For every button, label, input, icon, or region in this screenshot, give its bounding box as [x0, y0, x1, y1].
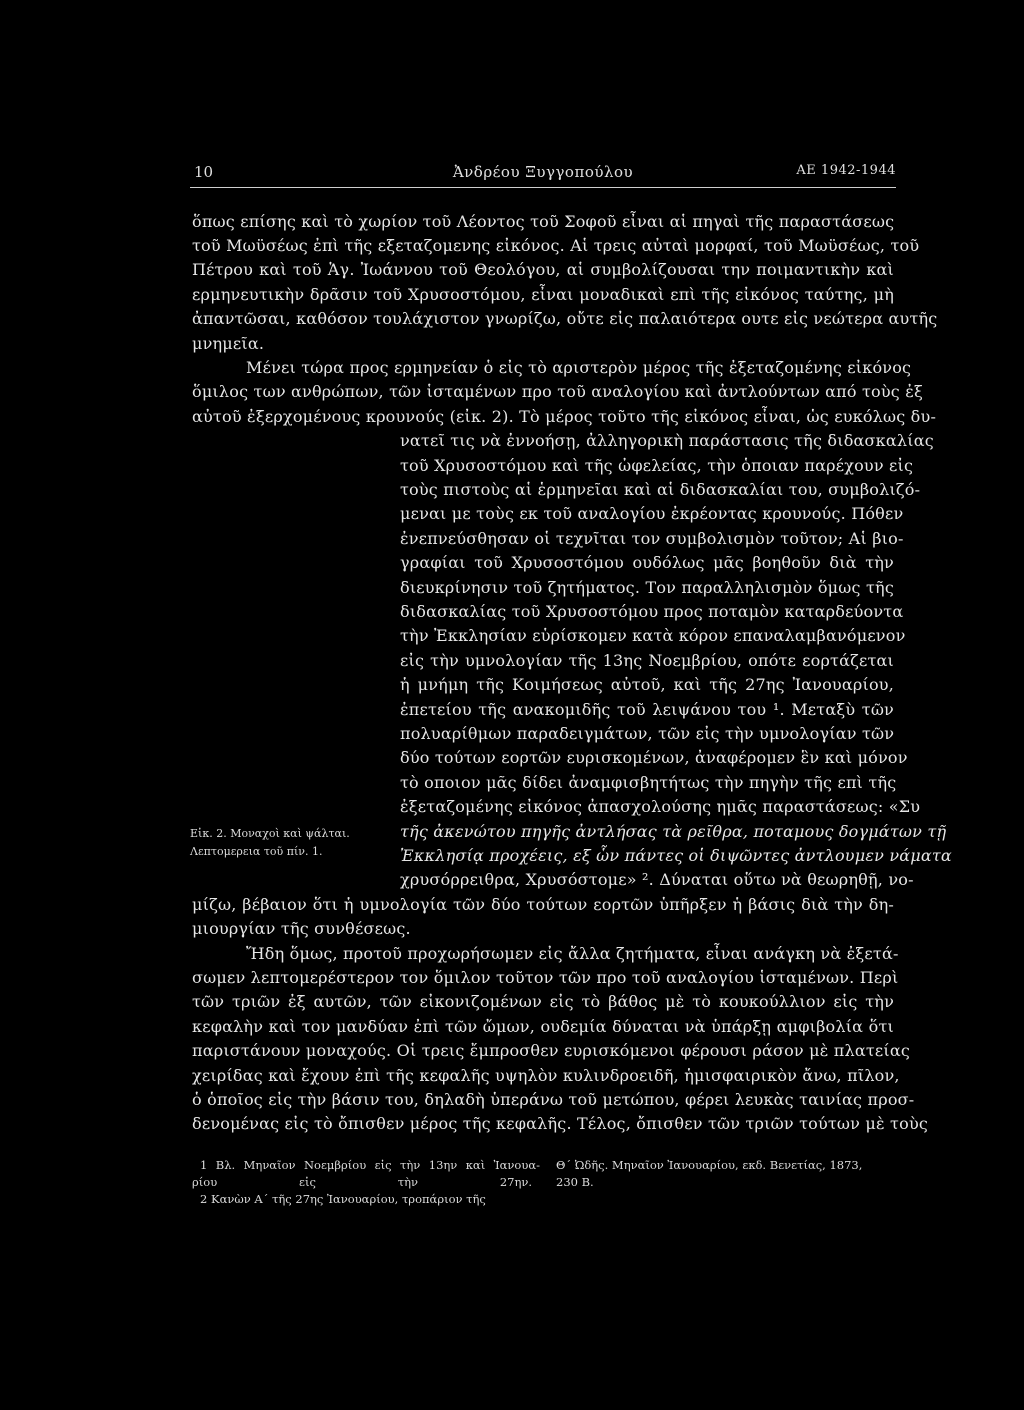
figure-caption-line: Εἰκ. 2. Μοναχοὶ καὶ ψάλται.	[190, 827, 350, 840]
text-line: τὸ οποιον μᾶς δίδει ἀναμφισβητήτως τὴν πηγὴν τῆς επὶ τῆς	[400, 773, 897, 792]
text-line: κεφαλὴν καὶ τον μανδύαν ἐπὶ τῶν ὤμων, ουδεμία δύναται νὰ ὑπάρξῃ αμφιβολία ὅτι	[192, 1017, 894, 1036]
text-line: δύο τούτων εορτῶν ευρισκομένων, ἀναφέρομεν ἓν καὶ μόνον	[400, 748, 908, 767]
footnote-line: Θ΄ Ὠδῆς. Μηναῖον Ἰανουαρίου, εκδ. Βενετίας, 1873,	[556, 1158, 863, 1172]
text-line: τοῦ Χρυσοστόμου καὶ τῆς ὠφελείας, τὴν ὁποιαν παρέχουν εἰς	[400, 456, 914, 475]
text-line: ἐπετείου τῆς ανακομιδῆς τοῦ λειψάνου του ¹. Μεταξὺ τῶν	[400, 700, 894, 719]
footnote-line: 1 Βλ. Μηναῖον Νοεμβρίου εἰς τὴν 13ην καὶ Ἰανουα-	[200, 1158, 540, 1172]
text-line: γραφίαι τοῦ Χρυσοστόμου ουδόλως μᾶς βοηθοῦν διὰ τὴν	[400, 553, 894, 572]
text-line: ὁ ὁποῖος εἰς τὴν βάσιν του, δηλαδὴ ὑπεράνω τοῦ μετώπου, φέρει λευκὰς ταινίας προσ-	[192, 1090, 915, 1109]
text-line: χειρίδας καὶ ἔχουν ἐπὶ τῆς κεφαλῆς υψηλὸν κυλινδροειδῆ, ἡμισφαιρικὸν ἄνω, πῖλον,	[192, 1066, 900, 1085]
text-line: δενομένας εἰς τὸ ὄπισθεν μέρος τῆς κεφαλῆς. Τέλος, ὄπισθεν τῶν τριῶν τούτων μὲ τοὺς	[192, 1114, 929, 1133]
text-line: τὴν Ἐκκλησίαν εὑρίσκομεν κατὰ κόρον επαναλαμβανόμενον	[400, 626, 906, 645]
page-number: 10	[194, 163, 214, 181]
text-line: ἡ μνήμη τῆς Κοιμήσεως αὐτοῦ, καὶ τῆς 27ης Ἰανουαρίου,	[400, 675, 894, 694]
footnote-line: ρίου εἰς τὴν 27ην.	[192, 1175, 532, 1189]
text-line: ὅμιλος των ανθρώπων, τῶν ἱσταμένων προ τοῦ αναλογίου καὶ ἀντλούντων από τοὺς ἐξ	[192, 382, 924, 401]
text-line: μεναι με τοὺς εκ τοῦ αναλογίου ἐκρέοντας κρουνούς. Πόθεν	[400, 504, 904, 523]
text-line: ἀπαντῶσαι, καθόσον τουλάχιστον γνωρίζω, οὔτε εἰς παλαιότερα ουτε εἰς νεώτερα αυτῆς	[192, 309, 938, 328]
text-line: τοῦ Μωϋσέως ἐπὶ τῆς εξεταζομενης εἰκόνος. Αἱ τρεις αὐταὶ μορφαί, τοῦ Μωϋσέως, τοῦ	[192, 236, 920, 255]
text-line: πολυαρίθμων παραδειγμάτων, τῶν εἰς τὴν υμνολογίαν τῶν	[400, 724, 895, 743]
text-line: ἐνεπνεύσθησαν οἱ τεχνῖται τον συμβολισμὸν τοῦτον; Αἱ βιο-	[400, 529, 904, 548]
text-line: αὐτοῦ ἐξερχομένους κρουνούς (εἰκ. 2). Τὸ μέρος τοῦτο τῆς εἰκόνος εἶναι, ὡς ευκόλως δυ-	[192, 407, 937, 426]
text-line: ἐξεταζομένης εἰκόνος ἀπασχολούσης ημᾶς παραστάσεως: «Συ	[400, 797, 921, 816]
footnote-line: 2 Κανὼν Α΄ τῆς 27ης Ἰανουαρίου, τροπάριον τῆς	[200, 1192, 486, 1206]
text-line: Μένει τώρα προς ερμηνείαν ὁ εἰς τὸ αριστερὸν μέρος τῆς ἐξεταζομένης εἰκόνος	[246, 358, 912, 377]
text-line: διευκρίνησιν τοῦ ζητήματος. Τον παραλληλισμὸν ὅμως τῆς	[400, 578, 894, 597]
text-line: μνημεῖα.	[192, 334, 265, 353]
text-line: μίζω, βέβαιον ὅτι ἡ υμνολογία τῶν δύο τούτων εορτῶν ὑπῆρξεν ἡ βάσις διὰ τὴν δη-	[192, 895, 894, 914]
figure-caption-line: Λεπτομερεια τοῦ πίν. 1.	[190, 845, 323, 858]
text-line: μιουργίαν τῆς συνθέσεως.	[192, 919, 411, 938]
text-line: ὅπως επίσης καὶ τὸ χωρίον τοῦ Λέοντος τοῦ Σοφοῦ εἶναι αἱ πηγαὶ τῆς παραστάσεως	[192, 212, 895, 231]
text-line: παριστάνουν μοναχούς. Οἱ τρεις ἔμπροσθεν ευρισκόμενοι φέρουσι ράσον μὲ πλατείας	[192, 1041, 911, 1060]
text-line: εἰς τὴν υμνολογίαν τῆς 13ης Νοεμβρίου, οπότε εορτάζεται	[400, 651, 894, 670]
text-line: τοὺς πιστοὺς αἱ ἑρμηνεῖαι καὶ αἱ διδασκαλίαι του, συμβολιζό-	[400, 480, 921, 499]
footnote-line: 230 Β.	[556, 1175, 594, 1189]
text-line: διδασκαλίας τοῦ Χρυσοστόμου προς ποταμὸν καταρδεύοντα	[400, 602, 904, 621]
text-line: Ἤδη ὅμως, προτοῦ προχωρήσωμεν εἰς ἄλλα ζητήματα, εἶναι ανάγκη νὰ ἐξετά-	[246, 944, 899, 963]
header-title: Ἀνδρέου Ξυγγοπούλου	[452, 163, 634, 181]
header-rule	[190, 187, 896, 188]
text-line: τῶν τριῶν ἐξ αυτῶν, τῶν εἰκονιζομένων εἰς τὸ βάθος μὲ τὸ κουκούλλιον εἰς τὴν	[192, 992, 894, 1011]
text-line: Πέτρου καὶ τοῦ Ἁγ. Ἰωάννου τοῦ Θεολόγου, αἱ συμβολίζουσαι την ποιμαντικὴν καὶ	[192, 260, 894, 279]
text-line: Ἐκκλησίᾳ προχέεις, εξ ὧν πάντες οἱ διψῶντες ἀντλουμεν νάματα	[400, 846, 952, 865]
text-line: νατεῖ τις νὰ ἐννοήσῃ, ἀλληγορικὴ παράστασις τῆς διδασκαλίας	[400, 431, 934, 450]
journal-reference: ΑΕ 1942-1944	[796, 163, 896, 178]
text-line: σωμεν λεπτομερέστερον τον ὅμιλον τοῦτον τῶν προ τοῦ αναλογίου ἱσταμένων. Περὶ	[192, 968, 899, 987]
running-header	[190, 163, 896, 185]
text-line: ερμηνευτικὴν δρᾶσιν τοῦ Χρυσοστόμου, εἶναι μοναδικαὶ επὶ τῆς εἰκόνος ταύτης, μὴ	[192, 285, 894, 304]
text-line: τῆς ἀκενώτου πηγῆς ἀντλήσας τὰ ρεῖθρα, ποταμους δογμάτων τῇ	[400, 822, 947, 841]
text-line: χρυσόρρειθρα, Χρυσόστομε» ². Δύναται οὕτω νὰ θεωρηθῇ, νο-	[400, 870, 914, 889]
